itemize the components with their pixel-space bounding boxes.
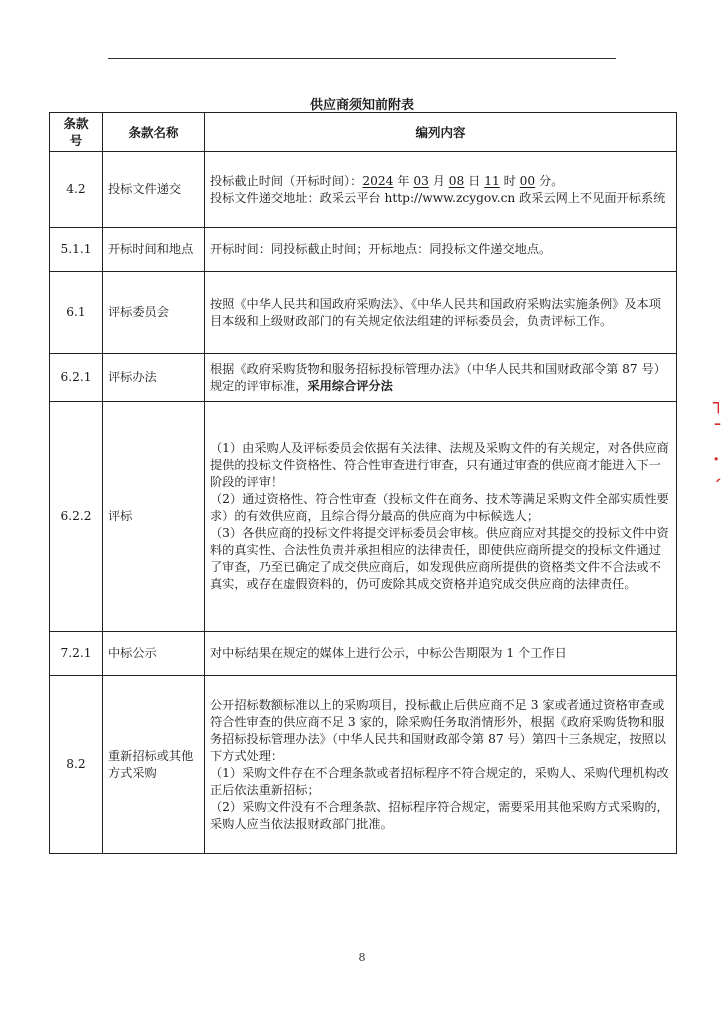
table-row [50, 402, 677, 632]
bid-info-table [49, 112, 677, 854]
scoring-method: 采用综合评分法 [307, 378, 393, 393]
table-row [50, 272, 677, 354]
paragraph: （1）由采购人及评标委员会依据有关法律、法规及采购文件的有关规定，对各供应商提供的投标文件资格性、符合性审查进行审查，只有通过审查的供应商才能进入下一阶段的评审！ [210, 441, 669, 489]
clause-no: 6.1 [50, 272, 103, 354]
stamp-mark: ˉ [713, 421, 722, 442]
deadline-line: 投标截止时间（开标时间）：2024 年 03 月 08 日 11 时 00 分。 [210, 173, 564, 188]
header-clause-name: 条款名称 [103, 113, 205, 152]
submission-address: 投标文件递交地址：政采云平台 http://www.zcygov.cn 政采云网上不见面开标系统 [210, 190, 666, 205]
clause-name: 开标时间和地点 [103, 228, 205, 272]
clause-content [205, 676, 677, 854]
clause-no: 7.2.1 [50, 632, 103, 676]
header-content: 编列内容 [205, 113, 677, 152]
clause-content: 按照《中华人民共和国政府采购法》、《中华人民共和国政府采购法实施条例》及本项目本级和上级财政部门的有关规定依法组建的评标委员会，负责评标工作。 [205, 272, 677, 354]
page-number: 8 [358, 951, 366, 964]
deadline-day: 08 [448, 173, 465, 188]
clause-no: 5.1.1 [50, 228, 103, 272]
clause-no: 6.2.1 [50, 354, 103, 402]
clause-no: 4.2 [50, 152, 103, 228]
table-row [50, 676, 677, 854]
header-clause-no: 条款号 [50, 113, 103, 152]
clause-name: 重新招标或其他方式采购 [103, 676, 205, 854]
margin-stamp-fragment [713, 390, 724, 502]
table-row [50, 354, 677, 402]
deadline-month: 03 [413, 173, 429, 188]
header-rule [108, 58, 616, 59]
deadline-hour: 11 [484, 173, 500, 188]
stamp-mark: ┐ [713, 393, 724, 414]
paragraph: （2）采购文件没有不合理条款、招标程序符合规定，需要采用其他采购方式采购的，采购人应当依法报财政部门批准。 [210, 799, 669, 831]
table-row [50, 228, 677, 272]
clause-content: 开标时间：同投标截止时间；开标地点：同投标文件递交地点。 [205, 228, 677, 272]
table-header-row [50, 113, 677, 152]
deadline-year: 2024 [362, 173, 394, 188]
table-row [50, 152, 677, 228]
paragraph: （3）各供应商的投标文件将提交评标委员会审核。供应商应对其提交的投标文件中资料的真实性、合法性负责并承担相应的法律责任，即使供应商所提交的投标文件通过了审查，乃至已确定了成交供应商后，如发现供应商所提供的资格类文件不合法或不真实，或存在虚假资料的，仍可废除其成交资格并追究成交供应商的法律责任。 [210, 526, 669, 591]
clause-content: 对中标结果在规定的媒体上进行公示，中标公告期限为 1 个工作日 [205, 632, 677, 676]
deadline-minute: 00 [519, 173, 536, 188]
stamp-mark: ˊ [713, 477, 722, 498]
clause-name: 评标 [103, 402, 205, 632]
clause-content [205, 402, 677, 632]
clause-name: 评标办法 [103, 354, 205, 402]
clause-name: 中标公示 [103, 632, 205, 676]
clause-no: 6.2.2 [50, 402, 103, 632]
table-row [50, 632, 677, 676]
clause-name: 投标文件递交 [103, 152, 205, 228]
stamp-mark: · [713, 449, 720, 470]
clause-content: 根据《政府采购货物和服务招标投标管理办法》（中华人民共和国财政部令第 87 号）规定的评审标准，采用综合评分法 [205, 354, 677, 402]
clause-content [205, 152, 677, 228]
clause-no: 8.2 [50, 676, 103, 854]
paragraph: （1）采购文件存在不合理条款或者招标程序不符合规定的，采购人、采购代理机构改正后依法重新招标； [210, 765, 669, 797]
table-caption: 供应商须知前附表 [309, 98, 414, 113]
clause-name: 评标委员会 [103, 272, 205, 354]
paragraph: （2）通过资格性、符合性审查（投标文件在商务、技术等满足采购文件全部实质性要求）的有效供应商，且综合得分最高的供应商为中标候选人； [210, 492, 669, 523]
paragraph: 公开招标数额标准以上的采购项目，投标截止后供应商不足 3 家或者通过资格审查或符合性审查的供应商不足 3 家的，除采购任务取消情形外，根据《政府采购货物和服务招标投标管理办法》（中华人民共和国财政部令第 87 号）第四十三条规定，按照以下方式处理： [210, 697, 666, 763]
